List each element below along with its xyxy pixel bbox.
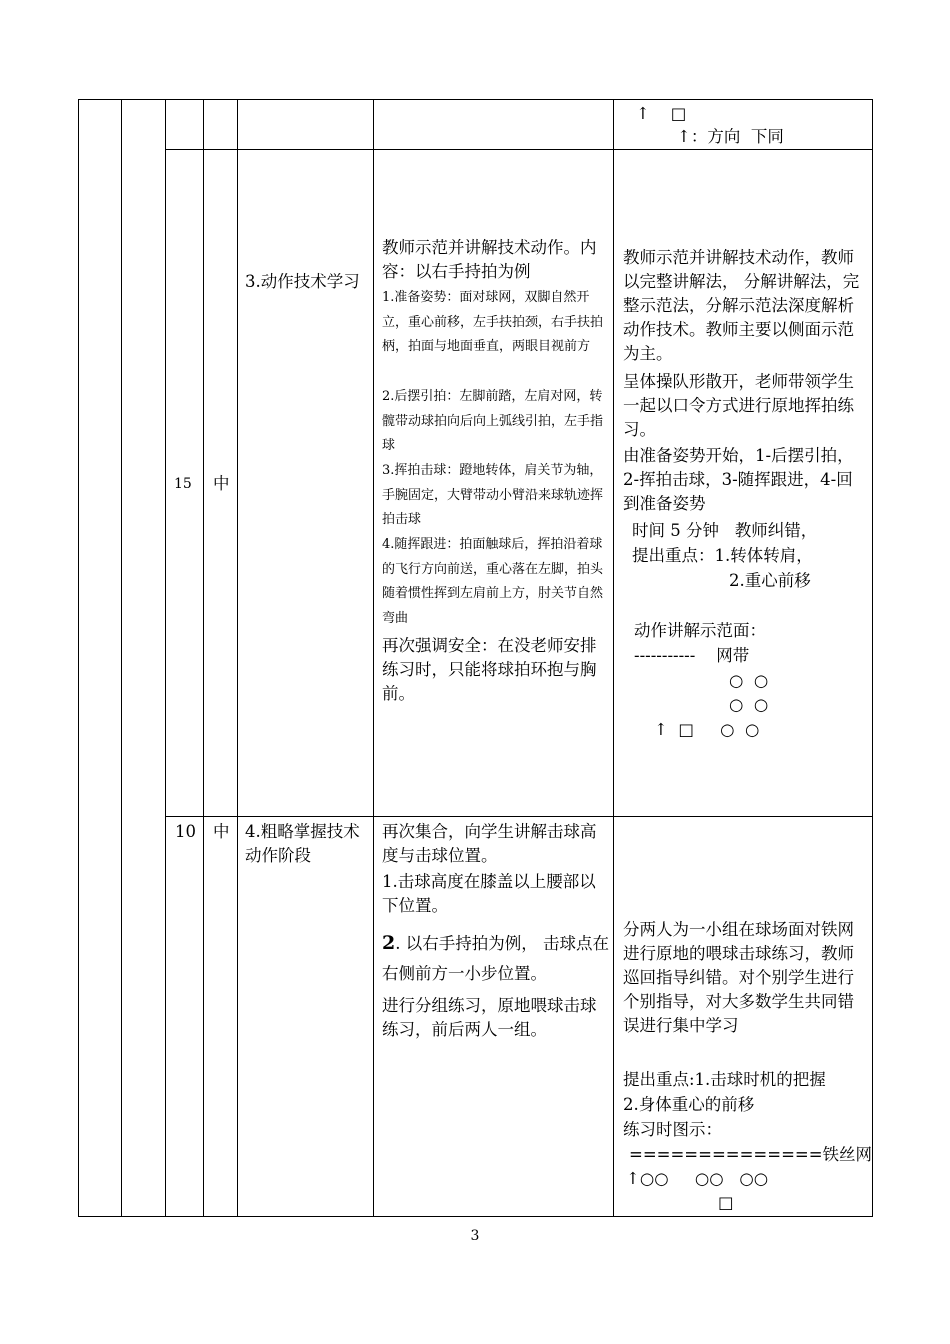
row15-org-p2: 呈体操队形散开，老师带领学生一起以口令方式进行原地挥拍练习。 xyxy=(623,372,854,439)
row10-org-p1: 分两人为一小组在球场面对铁网进行原地的喂球击球练习，教师巡回指导纠错。对个别学生进行个别指导，对大多数学生共同错误进行集中学习 xyxy=(623,920,854,1035)
top-diagram-line2: ↑：方向 下同 xyxy=(677,127,784,146)
row-divider-2 xyxy=(165,816,873,817)
row15-org-diagram-r1: ○ ○ xyxy=(729,671,769,690)
table-bottom-border xyxy=(78,1216,873,1217)
row10-time: 10 xyxy=(175,822,196,841)
row15-stage: 3.动作技术学习 xyxy=(245,272,360,291)
row15-org-time: 时间 5 分钟 教师纠错， xyxy=(632,521,818,540)
row15-org-key2: 2.重心前移 xyxy=(729,571,811,590)
row10-content-p1: 再次集合，向学生讲解击球高度与击球位置。 xyxy=(382,822,597,865)
row10-org-diagram-line: ==============铁丝网 xyxy=(629,1145,873,1164)
row15-org-p1: 教师示范并讲解技术动作，教师以完整讲解法， 分解讲解法，完整示范法，分解示范法深度解析动作技术。教师主要以侧面示范为主。 xyxy=(623,248,860,363)
col-line-1 xyxy=(121,99,122,1217)
row10-content-p2: 1.击球高度在膝盖以上腰部以下位置。 xyxy=(382,872,596,915)
row15-intensity: 中 xyxy=(213,474,230,493)
col-line-4 xyxy=(237,99,238,1217)
table-top-border xyxy=(78,99,873,100)
row10-org-diagram-r1: ↑○○ ○○ ○○ xyxy=(626,1169,769,1188)
row10-content-p3-num: 2 xyxy=(382,932,396,954)
row10-org-diagram-r2: □ xyxy=(718,1193,734,1212)
row15-content-safety: 再次强调安全：在没老师安排练习时，只能将球拍环抱与胸前。 xyxy=(382,636,597,703)
row15-step-3: 3.挥拍击球：蹬地转体，肩关节为轴，手腕固定，大臂带动小臂沿来球轨迹挥拍击球 xyxy=(382,463,604,528)
row10-intensity: 中 xyxy=(213,822,230,841)
row15-org-key1: 提出重点：1.转体转肩， xyxy=(632,546,813,565)
row15-org-p3: 由准备姿势开始，1-后摆引拍，2-挥拍击球，3-随挥跟进，4-回到准备姿势 xyxy=(623,446,854,513)
col-line-5 xyxy=(373,99,374,1217)
row10-content-p3-text: . 以右手持拍为例， 击球点在右侧前方一小步位置。 xyxy=(382,934,609,983)
row15-step-2: 2.后摆引拍：左脚前踏，左肩对网，转髋带动球拍向后向上弧线引拍，左手指球 xyxy=(382,389,604,454)
col-line-7 xyxy=(872,99,873,1217)
row15-time: 15 xyxy=(174,476,192,492)
row15-org-diagram-line: ----------- 网带 xyxy=(634,646,750,665)
row15-org-diagram-title: 动作讲解示范面： xyxy=(634,621,766,640)
row10-org-key2: 2.身体重心的前移 xyxy=(623,1095,755,1114)
row-divider-1 xyxy=(165,149,873,150)
page-number: 3 xyxy=(470,1228,480,1244)
row10-stage: 4.粗略掌握技术动作阶段 xyxy=(245,822,360,865)
row10-content-p3 xyxy=(382,928,610,989)
col-line-2 xyxy=(165,99,166,1217)
row15-org-diagram-r2: ○ ○ xyxy=(729,695,769,714)
row10-content-p4: 进行分组练习，原地喂球击球练习，前后两人一组。 xyxy=(382,996,597,1039)
row15-content-intro: 教师示范并讲解技术动作。内容：以右手持拍为例 xyxy=(382,238,597,281)
row15-step-4: 4.随挥跟进：拍面触球后，挥拍沿着球的飞行方向前送，重心落在左脚，拍头随着惯性挥到左肩前上方，肘关节自然弯曲 xyxy=(382,537,604,626)
col-line-6 xyxy=(613,99,614,1217)
col-line-3 xyxy=(203,99,204,1217)
row15-org-diagram-r3: ↑ □ ○ ○ xyxy=(654,720,760,739)
row15-step-1: 1.准备姿势：面对球网，双脚自然开立，重心前移，左手扶拍颈，右手扶拍柄，拍面与地面垂直，两眼目视前方 xyxy=(382,290,604,355)
row10-org-key1: 提出重点:1.击球时机的把握 xyxy=(623,1070,826,1089)
top-diagram-line1: ↑ □ xyxy=(636,104,687,123)
col-line-0 xyxy=(78,99,79,1217)
row10-org-diagram-title: 练习时图示： xyxy=(623,1120,722,1139)
